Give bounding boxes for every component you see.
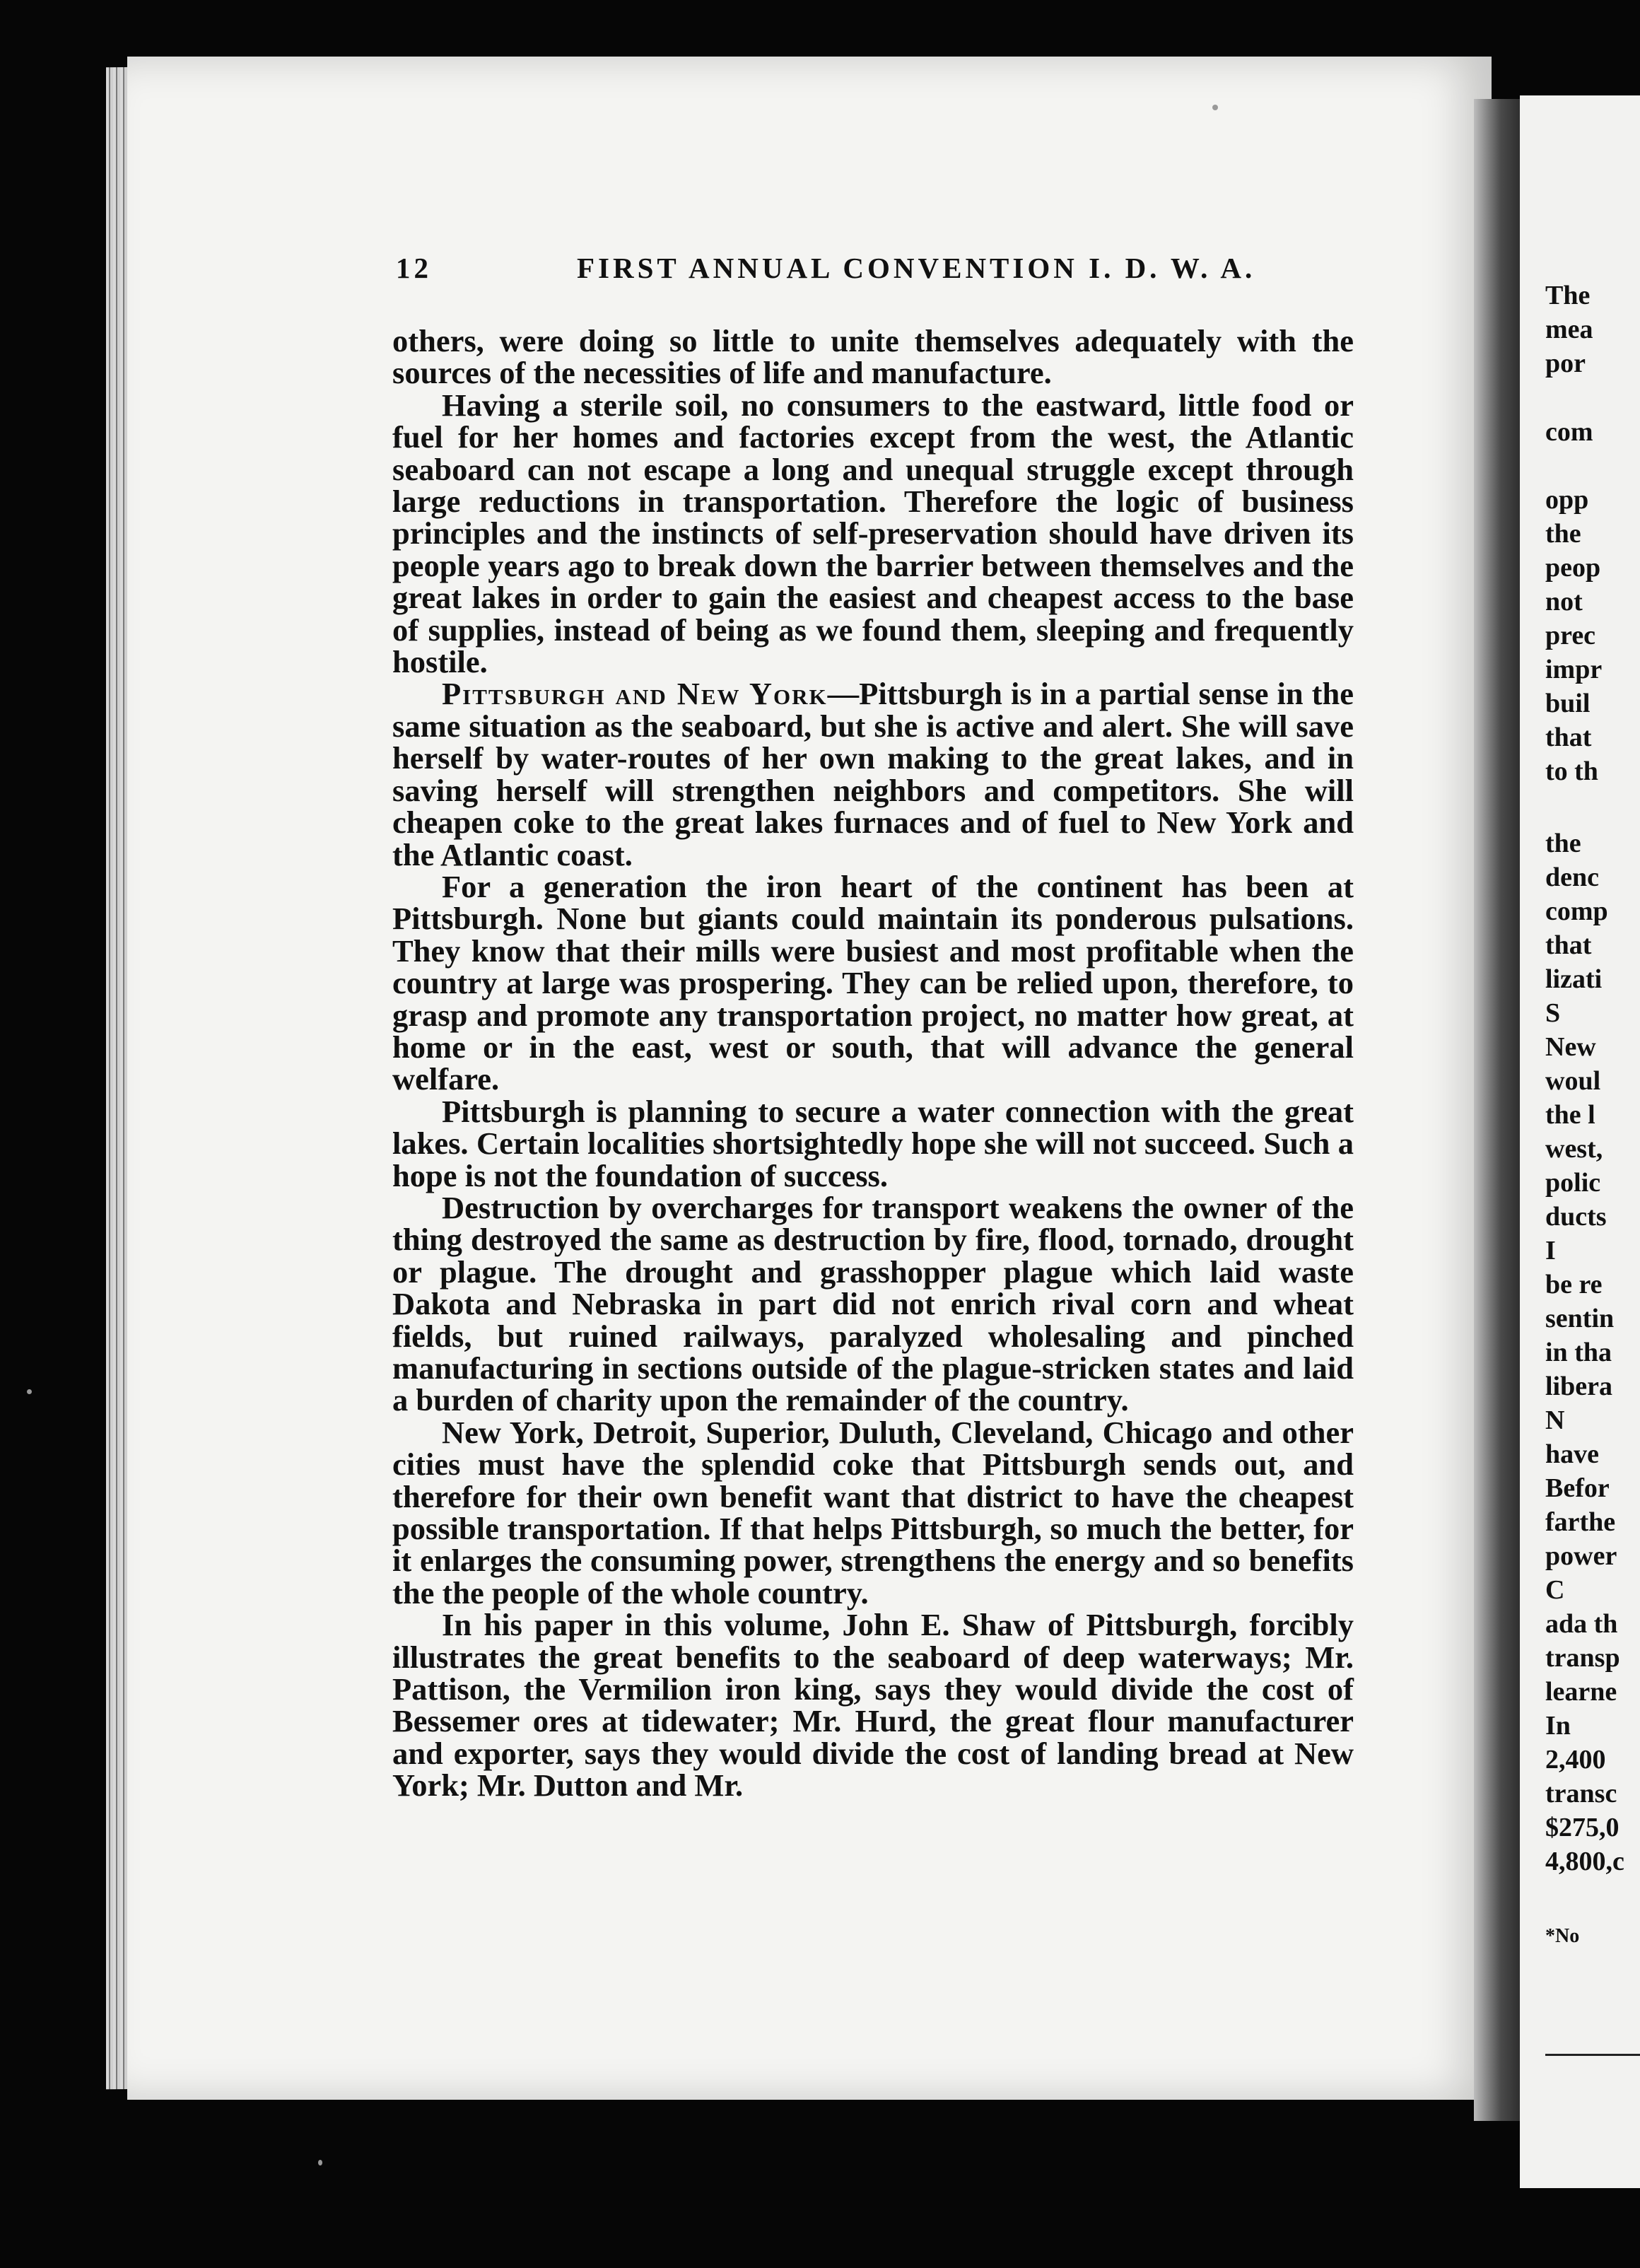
- right-page-line-fragment: transp: [1545, 1643, 1620, 1673]
- right-page-line-fragment: transc: [1545, 1779, 1617, 1808]
- section-heading: Pittsburgh and New York: [442, 676, 828, 712]
- right-page-line-fragment: have: [1545, 1439, 1599, 1469]
- paragraph-text: In his paper in this volume, John E. Shaw of Pittsburgh, forcibly illustrates the great benefits to the seaboard of deep waterways; Mr. Pattison, the Vermilion iron king, says they would divide the cost of Bessemer ores at tidewater; Mr. Hurd, the great flour manufacturer and exporter, says they would divide the cost of landing bread at New York; Mr. Dutton and Mr.: [392, 1607, 1354, 1804]
- right-page-line-fragment: in tha: [1545, 1338, 1612, 1367]
- right-page-line-fragment: the: [1545, 519, 1581, 549]
- right-page-line-fragment: ada th: [1545, 1609, 1618, 1639]
- right-page-line-fragment: The: [1545, 281, 1591, 310]
- running-title: FIRST ANNUAL CONVENTION I. D. W. A.: [577, 252, 1256, 284]
- right-page-line-fragment: farthe: [1545, 1507, 1616, 1537]
- right-page-line-fragment: buil: [1545, 689, 1591, 718]
- paragraph-text: New York, Detroit, Superior, Duluth, Cleveland, Chicago and other cities must have the splendid coke that Pittsburgh sends out, and therefore for their own benefit want that district to have the cheapest possible transportation. If that helps Pittsburgh, so much the better, for it enlarges the consuming power, strengthens the energy and so benefits the the people of the whole country.: [392, 1414, 1354, 1611]
- right-page-line-fragment: denc: [1545, 863, 1599, 892]
- paragraph-text: For a generation the iron heart of the continent has been at Pittsburgh. None but giants could maintain its ponderous pulsations. They know that their mills were busiest and most profitable when the country at large was prospering. They can be relied upon, therefore, to grasp and promote any transportation project, no matter how great, at home or in the east, west or south, that will advance the general welfare.: [392, 868, 1354, 1097]
- paragraph: [392, 1414, 1354, 1611]
- right-page-line-fragment: comp: [1545, 896, 1608, 926]
- right-page-line-fragment: New: [1545, 1032, 1596, 1062]
- paragraph: [392, 678, 1354, 870]
- right-page-line-fragment: $275,0: [1545, 1813, 1620, 1842]
- right-page-line-fragment: west,: [1545, 1134, 1603, 1164]
- paragraph-text: —Pittsburgh is in a partial sense in the same situation as the seaboard, but she is active and alert. She will save herself by water-routes of her own making to the great lakes, and in saving herself will strengthen neighbors and competitors. She will cheapen coke to the great lakes furnaces and of fuel to New York and the Atlantic coast.: [392, 676, 1354, 872]
- right-page-line-fragment: I: [1545, 1236, 1556, 1265]
- right-page-line-fragment: that: [1545, 930, 1592, 960]
- paragraph: [392, 868, 1354, 1097]
- right-page: [1520, 95, 1640, 2188]
- paragraph-text: Destruction by overcharges for transport weakens the owner of the thing destroyed the same as destruction by fire, flood, tornado, drought or plague. The drought and grasshopper plague which laid waste Dakota and Nebraska in part did not enrich rival corn and wheat fields, but ruined railways, paralyzed wholesaling and pinched manufacturing in sections outside of the plague-stricken states and laid a burden of charity upon the remainder of the country.: [392, 1189, 1354, 1418]
- paragraph-text: Having a sterile soil, no consumers to the eastward, little food or fuel for her homes and factories except from the west, the Atlantic seaboard can not escape a long and unequal struggle except through large reductions in transportation. Therefore the logic of business principles and the instincts of self-preservation should have driven its people years ago to break down the barrier between themselves and the great lakes in order to gain the easiest and cheapest access to the base of supplies, instead of being as we found them, sleeping and frequently hostile.: [392, 387, 1354, 680]
- right-page-line-fragment: be re: [1545, 1270, 1603, 1299]
- right-page-line-fragment: not: [1545, 587, 1583, 616]
- right-page-line-fragment: opp: [1545, 485, 1589, 515]
- right-page-line-fragment: impr: [1545, 655, 1603, 684]
- body-text: [392, 325, 1354, 1802]
- right-page-line-fragment: polic: [1545, 1168, 1601, 1198]
- right-page-line-fragment: *No: [1545, 1925, 1580, 1947]
- ink-speck: [1212, 105, 1218, 110]
- right-page-line-fragment: Befor: [1545, 1473, 1610, 1503]
- paragraph: [392, 1607, 1354, 1804]
- right-page-line-fragment: power: [1545, 1541, 1617, 1571]
- page-number: 12: [396, 252, 432, 284]
- right-page-line-fragment: 2,400: [1545, 1745, 1606, 1775]
- right-page-line-fragment: In: [1545, 1711, 1571, 1741]
- right-page-line-fragment: libera: [1545, 1372, 1612, 1401]
- right-page-line-fragment: learne: [1545, 1677, 1617, 1707]
- paragraph-text: Pittsburgh is planning to secure a water connection with the great lakes. Certain localities shortsightedly hope she will not succeed. Such a hope is not the foundation of success.: [392, 1093, 1354, 1193]
- paragraph: [392, 325, 1354, 390]
- right-page-line-fragment: mea: [1545, 315, 1593, 344]
- right-page-line-fragment: peop: [1545, 553, 1601, 583]
- right-page-line-fragment: por: [1545, 349, 1586, 378]
- ink-speck: [27, 1389, 32, 1394]
- right-page-line-fragment: prec: [1545, 621, 1596, 650]
- right-page-line-fragment: C: [1545, 1575, 1565, 1605]
- running-header: [396, 251, 1569, 293]
- right-page-line-fragment: N: [1545, 1405, 1565, 1435]
- paragraph: [392, 1093, 1354, 1193]
- footnote-rule: [1545, 2054, 1640, 2056]
- right-page-line-fragment: ducts: [1545, 1202, 1607, 1232]
- paragraph: [392, 1189, 1354, 1418]
- right-page-line-fragment: the l: [1545, 1100, 1595, 1130]
- right-page-line-fragment: sentin: [1545, 1304, 1615, 1333]
- right-page-line-fragment: lizati: [1545, 964, 1603, 994]
- ink-speck: [318, 2160, 322, 2165]
- paragraph: [392, 387, 1354, 680]
- right-page-line-fragment: that: [1545, 723, 1592, 752]
- right-page-line-fragment: S: [1545, 998, 1561, 1028]
- paragraph-text: others, were doing so little to unite themselves adequately with the sources of the necessities of life and manufacture.: [392, 323, 1354, 391]
- right-page-line-fragment: the: [1545, 829, 1581, 858]
- right-page-line-fragment: woul: [1545, 1066, 1601, 1096]
- right-page-line-fragment: 4,800,c: [1545, 1847, 1624, 1876]
- right-page-line-fragment: to th: [1545, 756, 1598, 786]
- right-page-line-fragment: com: [1545, 417, 1593, 447]
